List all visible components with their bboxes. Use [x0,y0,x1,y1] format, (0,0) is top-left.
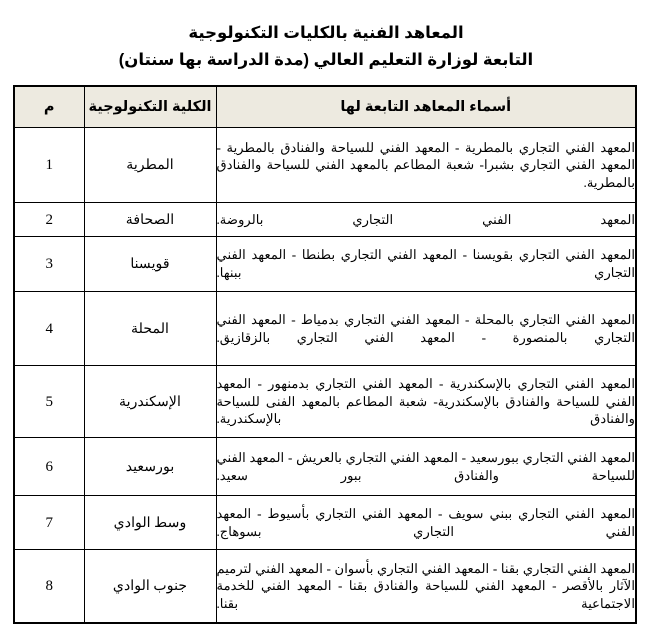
page-title-line-1: المعاهد الفنية بالكليات التكنولوجية [188,24,464,42]
cell-row-number: 7 [14,496,84,550]
cell-institute-names: المعهد الفني التجاري ببني سويف - المعهد الفني التجاري بأسيوط - المعهد الفني التجاري بسوهاج. [216,496,636,550]
cell-row-number: 6 [14,438,84,496]
cell-college: قويسنا [84,237,216,292]
page-title-line-2: التابعة لوزارة التعليم العالي (مدة الدراسة بها سنتان) [118,51,534,69]
cell-institute-names: المعهد الفني التجاري بالروضة. [216,203,636,237]
cell-college: الصحافة [84,203,216,237]
column-header-number: م [14,86,84,128]
table-header [14,86,636,128]
cell-college: المطرية [84,128,216,203]
cell-college: الإسكندرية [84,366,216,438]
table-row [14,292,636,366]
cell-college: المحلة [84,292,216,366]
cell-row-number: 3 [14,237,84,292]
cell-college: جنوب الوادي [84,550,216,624]
table-row [14,550,636,624]
document-titles [0,0,652,74]
column-header-institute-names: أسماء المعاهد التابعة لها [216,86,636,128]
table-row [14,203,636,237]
cell-institute-names: المعهد الفني التجاري بقويسنا - المعهد الفني التجاري بطنطا - المعهد الفني التجاري ببنها. [216,237,636,292]
cell-row-number: 8 [14,550,84,624]
cell-institute-names: المعهد الفني التجاري بالمحلة - المعهد الفني التجاري بدمياط - المعهد الفني التجاري بالمنصورة - المعهد الفني التجاري بالزقازيق. [216,292,636,366]
cell-row-number: 4 [14,292,84,366]
cell-college: بورسعيد [84,438,216,496]
table-header-row [14,86,636,128]
cell-institute-names: المعهد الفني التجاري بقنا - المعهد الفني التجاري بأسوان - المعهد الفني لترميم الآثار بالأقصر - المعهد الفني للسياحة والفنادق بقنا - المعهد الفني للخدمة الاجتماعية بقنا. [216,550,636,624]
table-row [14,496,636,550]
column-header-college: الكلية التكنولوجية [84,86,216,128]
table-body [14,128,636,624]
cell-row-number: 1 [14,128,84,203]
cell-row-number: 2 [14,203,84,237]
cell-row-number: 5 [14,366,84,438]
cell-institute-names: المعهد الفني التجاري بالمطرية - المعهد الفني للسياحة والفنادق بالمطرية - المعهد الفني التجاري بشبرا- شعبة المطاعم بالمعهد الفني للسياحة والفنادق بالمطرية. [216,128,636,203]
cell-college: وسط الوادي [84,496,216,550]
table-row [14,128,636,203]
institutes-table [13,85,637,624]
table-row [14,237,636,292]
cell-institute-names: المعهد الفني التجاري بالإسكندرية - المعهد الفني التجاري بدمنهور - المعهد الفني للسياحة والفنادق بالإسكندرية- شعبة المطاعم بالمعهد الفنى للسياحة والفنادق بالإسكندرية. [216,366,636,438]
table-row [14,366,636,438]
cell-institute-names: المعهد الفني التجاري ببورسعيد - المعهد الفني التجاري بالعريش - المعهد الفني للسياحة والفنادق ببور سعيد. [216,438,636,496]
table-row [14,438,636,496]
institutes-table-container [15,85,637,624]
